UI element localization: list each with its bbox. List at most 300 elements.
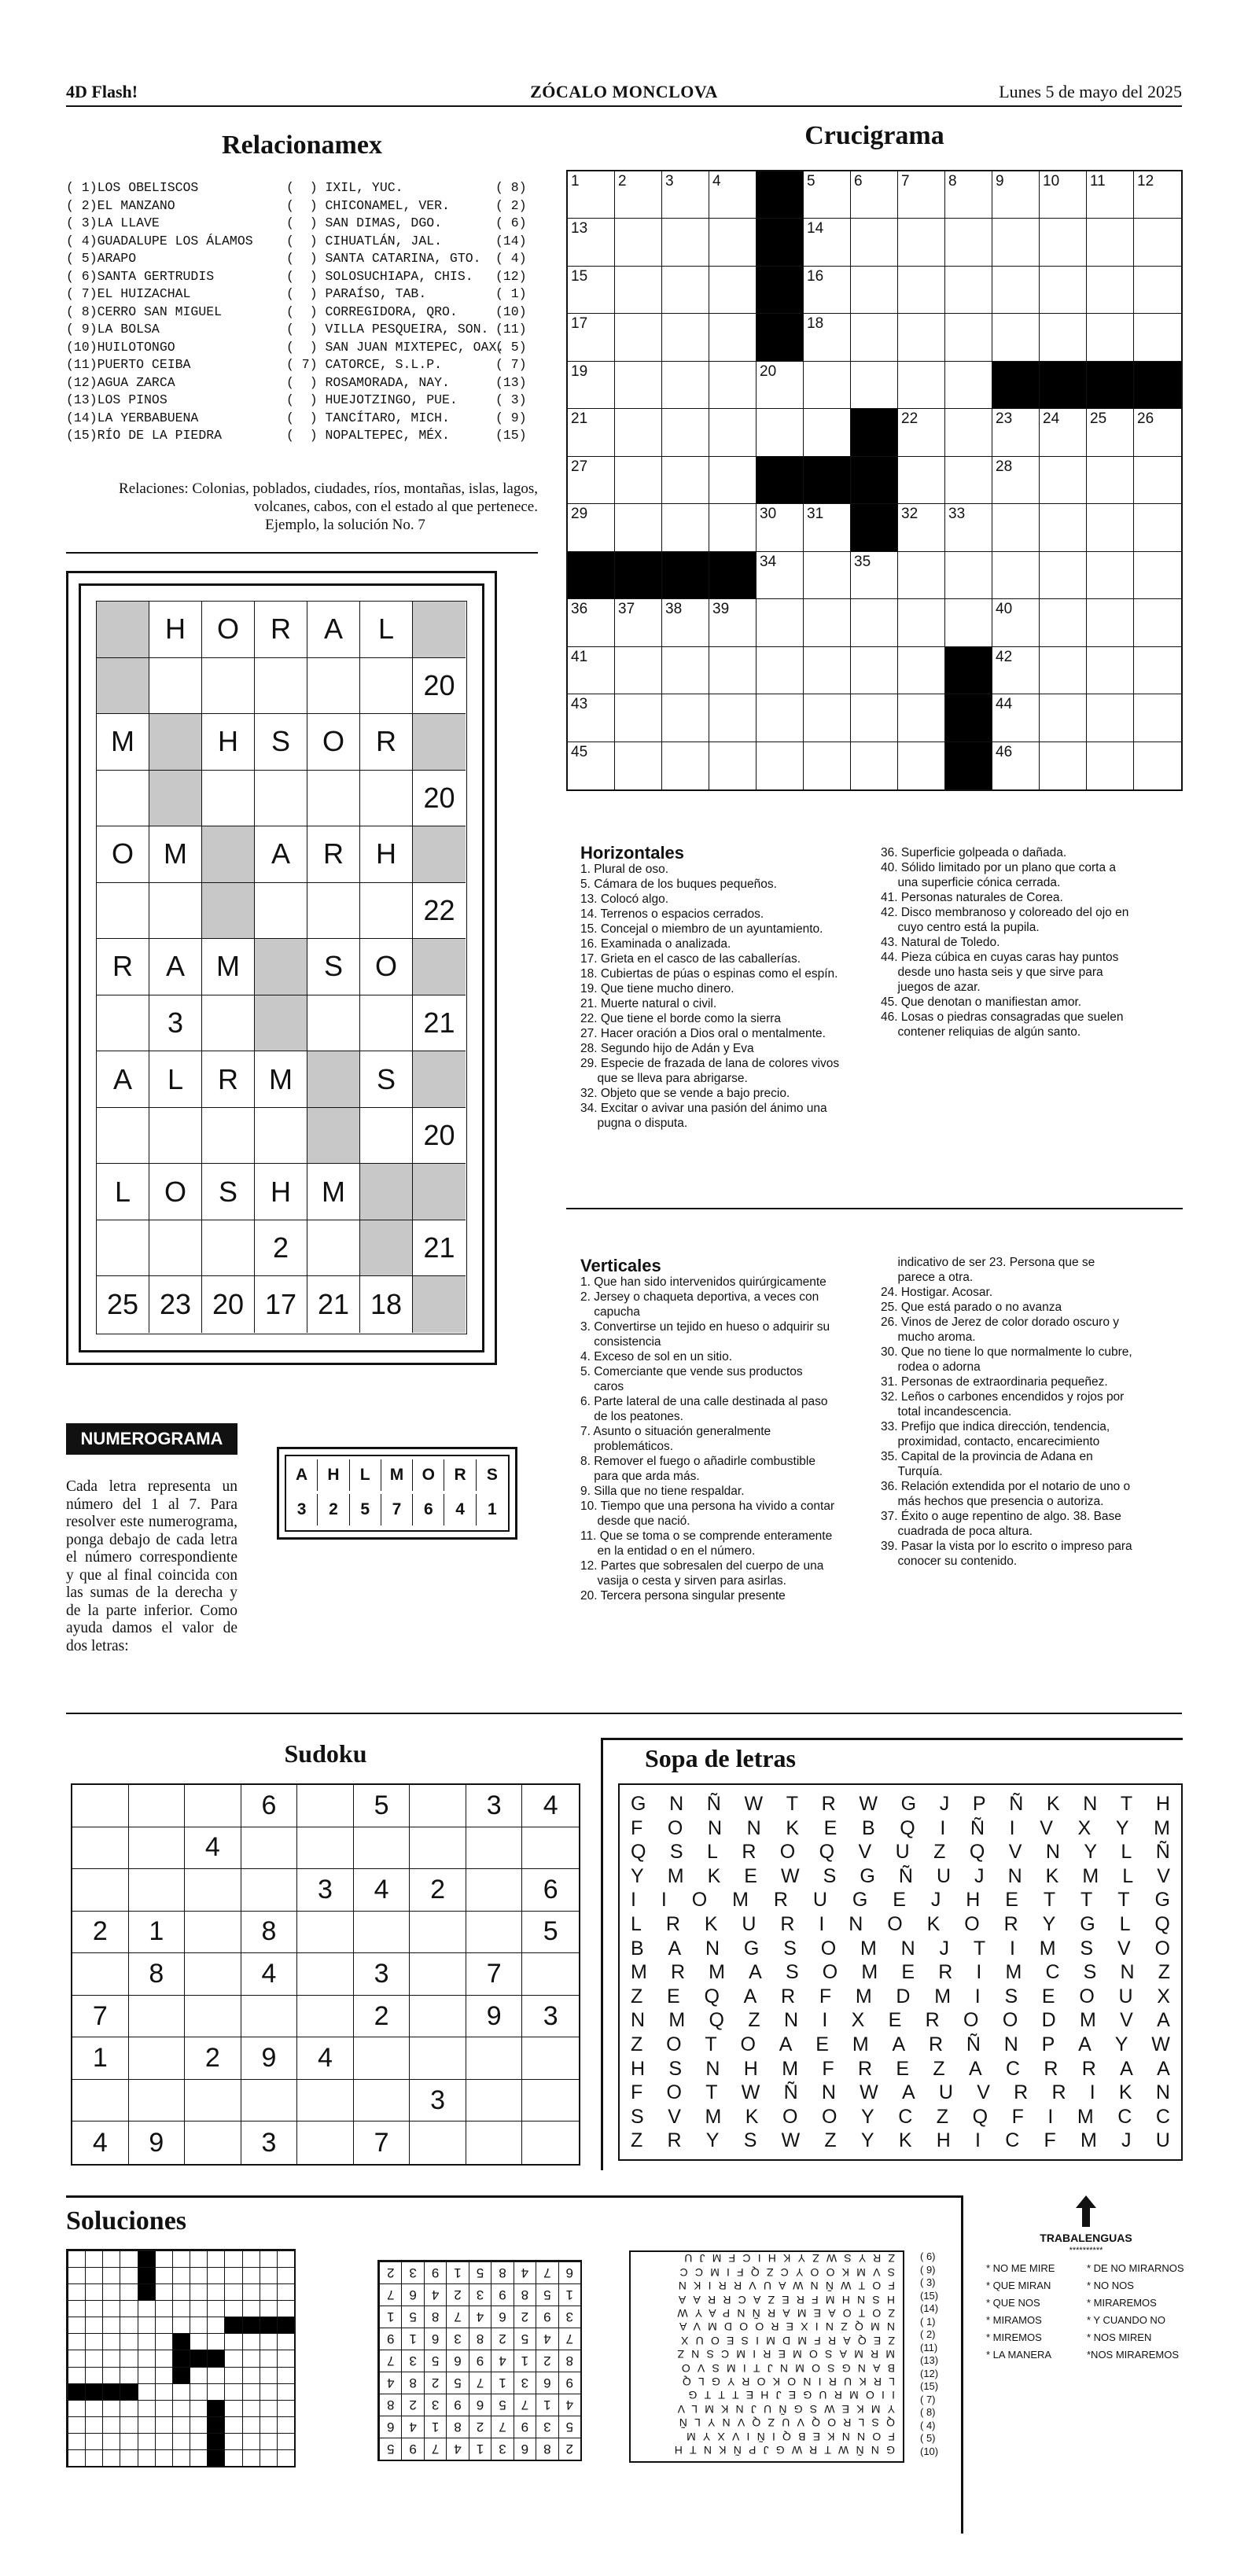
relacion-place: (10)HUILOTONGO [66, 339, 175, 355]
word-search-letter: G [631, 1793, 646, 1815]
word-search-letter: A [743, 1985, 757, 2007]
sudoku-cell [185, 2122, 241, 2164]
relacion-place: (11)PUERTO CEIBA [66, 357, 191, 372]
crossword-solution-cell [277, 2350, 294, 2366]
crossword-block [945, 694, 992, 742]
word-search-row [631, 2033, 1170, 2057]
word-search-row [631, 2081, 1170, 2105]
word-search-letter: Z [936, 2105, 949, 2128]
crossword-solution-cell [190, 2317, 207, 2333]
crossword-solution-cell [102, 2250, 120, 2267]
crossword-cell [709, 409, 757, 456]
word-search-letter: K [1118, 2081, 1132, 2104]
relacion-place: (15)RÍO DE LA PIEDRA [66, 428, 223, 443]
sudoku-solution-cell: 7 [469, 2372, 491, 2394]
crossword-solution-cell [190, 2367, 207, 2383]
word-search-letter: T [705, 2081, 718, 2104]
word-search-letter: J [939, 1937, 950, 1960]
relacion-state: ( ) SOLOSUCHIAPA, CHIS. [286, 268, 473, 284]
sudoku-cell: 5 [522, 1912, 579, 1954]
relacion-row [66, 427, 530, 445]
word-search-letter: Z [1158, 1961, 1170, 1984]
verticales-clues-2 [881, 1255, 1180, 1569]
word-search-letter: O [782, 2105, 798, 2128]
crossword-cell [851, 599, 898, 646]
crossword-cell [709, 742, 757, 789]
crossword-solution-cell [260, 2449, 277, 2466]
word-search-letter: Ñ [1009, 1793, 1024, 1815]
crossword-cell: 25 [1087, 409, 1134, 456]
numerograma-cell [360, 658, 413, 715]
word-search-letter: Z [631, 2129, 643, 2152]
trabalenguas-line: * DE NO MIRARNOS [1087, 2262, 1184, 2274]
sudoku-solution-cell: 6 [379, 2416, 401, 2438]
relacion-state: ( ) SANTA CATARINA, GTO. [286, 251, 481, 266]
crossword-solution-cell [85, 2400, 102, 2416]
word-search-letter: Y [705, 2129, 720, 2152]
crossword-solution-cell [190, 2449, 207, 2466]
sudoku-solution-cell: 3 [401, 2261, 423, 2283]
crossword-solution-cell [138, 2350, 155, 2366]
word-search-letter: M [1079, 2009, 1096, 2032]
sudoku-solution-cell: 4 [491, 2350, 513, 2372]
clue: 32. Leños o carbones encendidos y rojos por total incandescencia. [881, 1390, 1125, 1419]
word-search-letter: M [1005, 1961, 1022, 1984]
sudoku-cell [466, 1869, 523, 1912]
word-search-solution-row: MRMASOMERIMCSNZ [670, 2348, 895, 2361]
crossword-block [945, 647, 992, 694]
crossword-solution-cell [120, 2367, 137, 2383]
clue: 29. Especie de frazada de lana de colores vivos que se lleva para abrigarse. [580, 1057, 840, 1085]
clue: 37. Éxito o auge repentino de algo. 38. Base cuadrada de poca altura. [881, 1510, 1121, 1538]
crossword-cell [804, 552, 851, 599]
word-search-letter: G [1154, 1889, 1170, 1912]
crossword-solution-cell [155, 2283, 172, 2300]
word-search-letter: U [1155, 2129, 1170, 2152]
word-search-letter: G [1080, 1913, 1095, 1935]
word-search-letter: C [1045, 1961, 1060, 1984]
sudoku-solution-cell: 6 [514, 2438, 536, 2460]
word-search-letter: U [812, 1889, 827, 1912]
crossword-cell: 24 [1040, 409, 1087, 456]
numerograma-cell: M [202, 939, 255, 995]
crossword-cell [898, 457, 945, 504]
crossword-solution-cell [224, 2350, 241, 2366]
crossword-solution-cell [68, 2433, 85, 2449]
crossword-cell: 10 [1040, 171, 1087, 219]
numerograma-cell: 23 [149, 1276, 202, 1333]
crossword-solution-cell [224, 2367, 241, 2383]
crossword-cell [851, 742, 898, 789]
sudoku-solution-cell: 1 [379, 2306, 401, 2328]
numerograma-shaded-cell [413, 1164, 466, 1220]
numerograma-shaded-cell [307, 1108, 360, 1165]
word-search-letter: T [973, 1937, 986, 1960]
crossword-solution-block [242, 2317, 260, 2333]
word-search-letter: U [895, 1841, 910, 1864]
word-search-letter: Q [1154, 1913, 1170, 1935]
sudoku-solution-cell: 3 [469, 2283, 491, 2306]
crossword-cell [709, 267, 757, 314]
key-letter: M [381, 1459, 413, 1491]
relacionamex-solution-number: ( 2) [920, 2328, 936, 2340]
crossword-solution-cell [242, 2433, 260, 2449]
crossword-solution-cell [242, 2250, 260, 2267]
word-search-letter: R [925, 2009, 940, 2032]
word-search-letter: N [1155, 2081, 1170, 2104]
sudoku-cell: 9 [129, 2122, 186, 2164]
word-search-letter: J [939, 1793, 950, 1815]
word-search-letter: R [670, 1961, 686, 1984]
sudoku-solution-cell: 1 [558, 2283, 580, 2306]
word-search-letter: O [667, 1816, 683, 1839]
numerograma-cell: A [255, 826, 307, 883]
relacion-state: ( ) SAN DIMAS, DGO. [286, 215, 443, 230]
crossword-cell [945, 552, 992, 599]
crossword-solution-block [138, 2283, 155, 2300]
crossword-solution-cell [155, 2300, 172, 2317]
sudoku-cell: 3 [522, 1996, 579, 2038]
crossword-cell [615, 362, 662, 409]
sudoku-solution-cell: 6 [446, 2350, 468, 2372]
crossword-cell [1134, 694, 1181, 742]
numerograma-cell: 3 [149, 995, 202, 1052]
crossword-block [709, 552, 757, 599]
sudoku-cell [185, 1869, 241, 1912]
crossword-cell: 36 [568, 599, 615, 646]
clue: 5. Cámara de los buques pequeños. [580, 878, 777, 891]
word-search-letter: F [1011, 2105, 1024, 2128]
relacion-row [66, 321, 530, 339]
crossword-solution-cell [242, 2283, 260, 2300]
crossword-solution-cell [102, 2416, 120, 2433]
word-search-letter: M [861, 1961, 878, 1984]
sudoku-cell [410, 1996, 466, 2038]
crossword-solution-cell [224, 2400, 241, 2416]
crossword-cell: 38 [662, 599, 709, 646]
crossword-solution-block [172, 2367, 190, 2383]
clue: 14. Terrenos o espacios cerrados. [580, 907, 764, 921]
crossword-solution-cell [120, 2350, 137, 2366]
clue-list [881, 845, 1180, 1040]
crossword-solution-cell [277, 2267, 294, 2283]
divider [566, 1208, 1183, 1209]
sudoku-cell [297, 1953, 354, 1996]
numerograma-cell [307, 883, 360, 940]
clue: 41. Personas naturales de Corea. [881, 891, 1063, 904]
divider [66, 1713, 1182, 1714]
relacionamex-solution-number: ( 9) [920, 2263, 936, 2276]
word-search-letter: Y [1084, 1841, 1097, 1864]
sudoku-cell [410, 1953, 466, 1996]
sudoku-solution-cell: 1 [446, 2261, 468, 2283]
crossword-cell [1087, 599, 1134, 646]
relacion-row [66, 356, 530, 374]
numerograma-cell [202, 658, 255, 715]
relacion-answer: (13) [495, 374, 527, 390]
clue-list [580, 1275, 863, 1603]
crossword-cell [898, 647, 945, 694]
crossword-block [757, 457, 804, 504]
word-search-letter: K [786, 1816, 800, 1839]
clue-list [580, 862, 863, 1131]
relacionamex-solution-number: (14) [920, 2302, 939, 2314]
sudoku-solution-cell: 2 [469, 2416, 491, 2438]
crossword-solution-cell [172, 2449, 190, 2466]
word-search-letter: V [977, 2081, 990, 2104]
numerograma-cell [307, 1220, 360, 1277]
numerograma-grid [96, 601, 467, 1334]
clue: 26. Vinos de Jerez de color dorado oscuro y mucho aroma. [881, 1316, 1120, 1344]
crossword-cell [662, 742, 709, 789]
crossword-solution-cell [277, 2283, 294, 2300]
numerograma-cell: H [149, 602, 202, 658]
word-search-letter: O [740, 2033, 756, 2055]
relacion-answer: ( 6) [495, 215, 527, 230]
crossword-solution-cell [260, 2300, 277, 2317]
relacion-row [66, 197, 530, 215]
sudoku-solution-cell: 2 [491, 2328, 513, 2350]
relacionamex-note-text: Relaciones: Colonias, poblados, ciudades, ríos, montañas, islas, lagos, volcanes, cabos, con el estado al que pertenece. [119, 480, 538, 515]
crossword-solution [66, 2249, 296, 2467]
clue: 3. Convertirse un tejido en hueso o adquirir su consistencia [580, 1320, 830, 1349]
word-search-letter: Ñ [970, 1816, 985, 1839]
word-search-letter: M [1080, 2129, 1097, 2152]
sudoku-cell [72, 1953, 129, 1996]
word-search-letter: A [1157, 2057, 1170, 2080]
sudoku-cell [354, 1827, 410, 1870]
crossword-cell: 2 [615, 171, 662, 219]
clue: 45. Que denotan o manifiestan amor. [881, 995, 1082, 1009]
numerograma-cell [255, 883, 307, 940]
word-search-letter: Y [631, 1864, 644, 1887]
crossword-cell [804, 742, 851, 789]
crossword-cell: 43 [568, 694, 615, 742]
sudoku-cell [129, 1827, 186, 1870]
crossword-cell: 37 [615, 599, 662, 646]
crossword-cell [615, 457, 662, 504]
key-value: 7 [381, 1494, 413, 1525]
sudoku-cell: 2 [185, 2037, 241, 2080]
word-search-letter: W [859, 1793, 878, 1815]
word-search-letter: P [972, 1793, 986, 1815]
sudoku-solution-cell: 8 [491, 2261, 513, 2283]
numerograma-shaded-cell [149, 714, 202, 771]
word-search-letter: M [732, 1889, 749, 1912]
sudoku-solution-cell: 5 [491, 2394, 513, 2416]
numerograma-cell: 18 [360, 1276, 413, 1333]
crossword-cell [615, 504, 662, 551]
crossword-cell [992, 314, 1040, 361]
word-search-letter: V [1120, 2009, 1133, 2032]
sudoku-solution-cell: 2 [446, 2283, 468, 2306]
sudoku-cell [185, 1785, 241, 1827]
crossword-cell [662, 409, 709, 456]
numerograma-cell [97, 771, 149, 827]
word-search-letter: C [1005, 2129, 1020, 2152]
crossword-cell [804, 647, 851, 694]
word-search-letter: L [1119, 1913, 1131, 1935]
numerograma-cell [97, 883, 149, 940]
word-search-row [631, 1961, 1170, 1985]
word-search-letter: L [706, 1841, 718, 1864]
relacion-place: ( 4)GUADALUPE LOS ÁLAMOS [66, 233, 253, 248]
relacion-row [66, 215, 530, 233]
sudoku-cell: 4 [72, 2122, 129, 2164]
crossword-cell [898, 742, 945, 789]
sudoku-cell [410, 2037, 466, 2080]
crossword-solution-block [138, 2250, 155, 2267]
sudoku-solution-cell: 9 [536, 2306, 558, 2328]
sudoku-cell [129, 1996, 186, 2038]
clue: 24. Hostigar. Acosar. [881, 1286, 993, 1299]
crossword-solution-cell [260, 2250, 277, 2267]
numerograma-cell: A [97, 1051, 149, 1108]
word-search-letter: X [1077, 1816, 1092, 1839]
sudoku-solution-cell: 7 [536, 2261, 558, 2283]
divider [66, 552, 538, 554]
sudoku-solution-cell: 6 [558, 2261, 580, 2283]
sudoku-cell [241, 1996, 298, 2038]
crossword-solution-cell [155, 2416, 172, 2433]
crossword-cell [804, 694, 851, 742]
sudoku-cell [129, 2080, 186, 2122]
crossword-cell [1087, 694, 1134, 742]
sudoku-cell: 3 [354, 1953, 410, 1996]
word-search-letter: V [1008, 1841, 1022, 1864]
crossword-cell [1040, 504, 1087, 551]
sudoku-solution-cell: 5 [401, 2306, 423, 2328]
sudoku-cell: 8 [241, 1912, 298, 1954]
sudoku-cell: 7 [466, 1953, 523, 1996]
crossword-solution-cell [260, 2367, 277, 2383]
crossword-solution-block [207, 2350, 224, 2366]
crossword-solution-block [207, 2400, 224, 2416]
word-search-letter: A [1157, 2009, 1170, 2032]
crossword-solution-cell [155, 2250, 172, 2267]
word-search-letter: C [1005, 2057, 1021, 2080]
numerograma-shaded-cell [97, 602, 149, 658]
sudoku-solution-grid [379, 2261, 580, 2460]
relacionamex-solution-number: ( 1) [920, 2315, 936, 2328]
crossword-cell: 23 [992, 409, 1040, 456]
numerograma-shaded-cell [413, 1051, 466, 1108]
word-search-letter: Z [933, 2057, 945, 2080]
horizontales-title: Horizontales [580, 843, 685, 863]
crossword-solution-cell [85, 2367, 102, 2383]
word-search-letter: M [855, 1985, 872, 2007]
word-search-letter: N [1007, 1864, 1022, 1887]
sudoku-grid [71, 1783, 580, 2166]
crossword-cell [945, 409, 992, 456]
clue: 8. Remover el fuego o añadirle combustible para que arda más. [580, 1455, 815, 1483]
relacion-state: ( ) TANCÍTARO, MICH. [286, 410, 450, 425]
crossword-cell [615, 267, 662, 314]
word-search-letter: V [1040, 1816, 1053, 1839]
crossword-solution-block [68, 2383, 85, 2400]
sudoku-cell [72, 2080, 129, 2122]
word-search-letter: F [631, 1816, 643, 1839]
clue: 11. Que se toma o se comprende enteramente en la entidad o en el número. [580, 1529, 833, 1558]
relacionamex-title: Relacionamex [222, 131, 382, 160]
crossword-solution-block [224, 2317, 241, 2333]
crossword-solution-cell [120, 2449, 137, 2466]
numerograma-cell [360, 1108, 413, 1165]
crossword-solution-cell [190, 2333, 207, 2350]
word-search-row [631, 1865, 1170, 1889]
relacion-state: ( ) HUEJOTZINGO, PUE. [286, 392, 458, 407]
clue: 17. Grieta en el casco de las caballerías. [580, 952, 801, 966]
word-search-letter: Q [972, 2105, 988, 2128]
numerograma-cell: 20 [202, 1276, 255, 1333]
crossword-cell [709, 314, 757, 361]
clue: indicativo de ser 23. Persona que se parece a otra. [897, 1256, 1095, 1284]
numerograma-cell: 20 [413, 658, 466, 715]
crossword-solution-cell [155, 2333, 172, 2350]
crossword-cell [662, 504, 709, 551]
word-search-letter: N [821, 2081, 836, 2104]
crossword-solution-cell [224, 2283, 241, 2300]
word-search-letter: E [1041, 1985, 1055, 2007]
crossword-solution-cell [68, 2283, 85, 2300]
word-search-solution-row: ZEQARFMDMISEOUX [673, 2334, 895, 2347]
crossword-solution-cell [102, 2350, 120, 2366]
sudoku-solution-cell: 7 [379, 2283, 401, 2306]
word-search-letter: M [668, 2009, 686, 2032]
crossword-cell [1134, 504, 1181, 551]
relacion-state: ( ) SAN JUAN MIXTEPEC, OAX. [286, 339, 505, 355]
crossword-solution-cell [155, 2449, 172, 2466]
crossword-solution-cell [120, 2283, 137, 2300]
clue: 13. Colocó algo. [580, 892, 669, 906]
word-search-letter: F [819, 1985, 832, 2007]
sudoku-solution-cell: 3 [424, 2394, 446, 2416]
word-search-letter: E [901, 1961, 915, 1984]
crossword-cell: 5 [804, 171, 851, 219]
sudoku-cell [241, 2080, 298, 2122]
word-search-letter: I [975, 2129, 981, 2152]
clue-list [881, 1255, 1180, 1569]
crossword-cell [1134, 599, 1181, 646]
numerograma-shaded-cell [202, 883, 255, 940]
sudoku-solution-cell: 8 [514, 2283, 536, 2306]
sudoku-solution-cell: 5 [469, 2261, 491, 2283]
word-search-letter: M [1039, 1937, 1056, 1960]
word-search-letter: I [631, 1889, 636, 1912]
sudoku-cell: 7 [354, 2122, 410, 2164]
crossword-solution-cell [277, 2400, 294, 2416]
crossword-solution-cell [102, 2333, 120, 2350]
word-search-letter: Ñ [706, 1793, 721, 1815]
key-letter: O [413, 1459, 444, 1491]
word-search-letter: Y [1042, 1913, 1056, 1935]
crossword-cell [662, 219, 709, 266]
sudoku-cell [297, 1827, 354, 1870]
clue: 4. Exceso de sol en un sitio. [580, 1350, 733, 1363]
crossword-solution-cell [138, 2300, 155, 2317]
word-search-letter: H [743, 2057, 758, 2080]
word-search-letter: R [1081, 2057, 1096, 2080]
crossword-cell [1087, 647, 1134, 694]
numerograma-shaded-cell [307, 1051, 360, 1108]
word-search-letter: N [746, 1816, 761, 1839]
relacionamex-list [66, 179, 530, 445]
word-search-letter: I [1047, 2105, 1054, 2128]
crossword-cell [992, 267, 1040, 314]
word-search-letter: Z [824, 2129, 837, 2152]
crossword-cell [898, 362, 945, 409]
crossword-solution-grid [68, 2250, 294, 2466]
